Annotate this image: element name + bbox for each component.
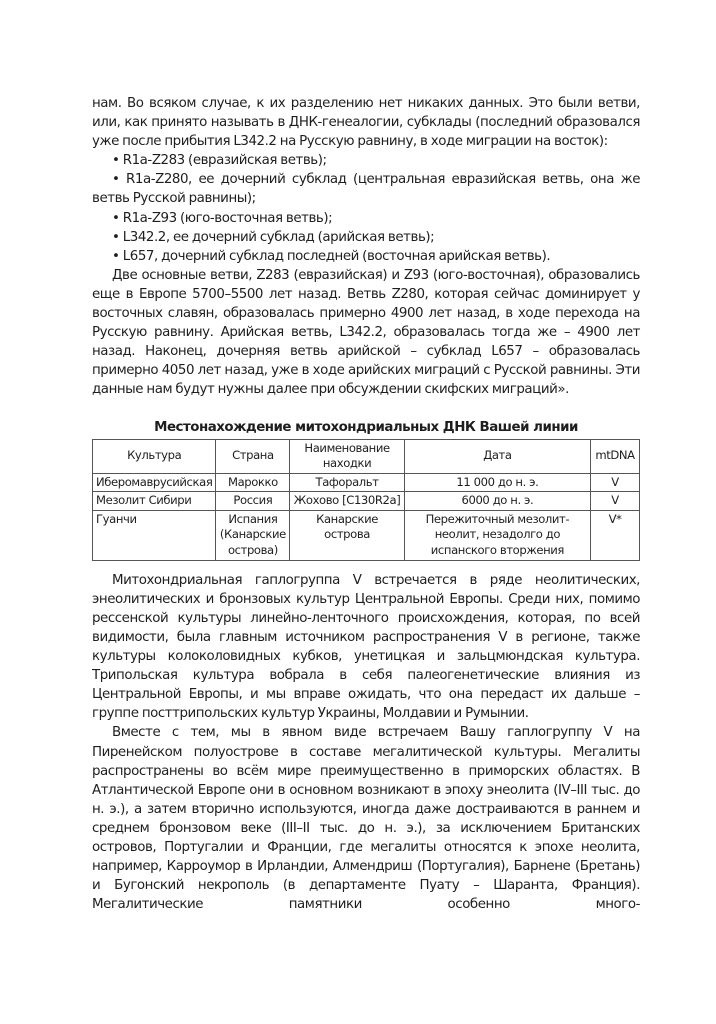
paragraph-intro: нам. Во всяком случае, к их разделению нет никаких данных. Это были ветви, или, как принято называть в ДНК-генеалогии, субклады (последний образовался уже после прибытия L342.2 на Русскую равнину, в ходе миграции на восток): (92, 96, 640, 150)
table-row (93, 510, 640, 560)
cell-mtdna: V* (591, 510, 640, 560)
cell-culture: Гуанчи (93, 510, 216, 560)
bullet-item: • L657, дочерний субклад последней (восточная арийская ветвь). (112, 248, 551, 264)
cell-mtdna: V (591, 492, 640, 511)
mtdna-table (92, 439, 640, 561)
cell-culture: Иберомаврусийская (93, 473, 216, 492)
bullet-item: • R1a-Z283 (евразийская ветвь); (112, 153, 327, 169)
table-row (93, 473, 640, 492)
bullet-item: • R1a-Z280, ее дочерний субклад (центральная евразийская ветвь, она же ветвь Русской равнины); (92, 172, 640, 207)
cell-mtdna: V (591, 473, 640, 492)
table-title: Местонахождение митохондриальных ДНК Вашей линии (154, 419, 578, 435)
table-row (93, 492, 640, 511)
bullet-item: • R1a-Z93 (юго-восточная ветвь); (112, 210, 333, 226)
cell-find-name: Жохово [C130R2a] (290, 492, 404, 511)
column-header-country: Страна (216, 439, 290, 473)
cell-date: 6000 до н. э. (404, 492, 590, 511)
table-header-row (93, 439, 640, 473)
cell-country: Россия (216, 492, 290, 511)
column-header-find-name: Наименование находки (290, 439, 404, 473)
column-header-culture: Культура (93, 439, 216, 473)
paragraph-branches: Две основные ветви, Z283 (евразийская) и Z93 (юго-восточная), образовались еще в Европе 5700–5500 лет назад. Ветвь Z280, которая сейчас доминирует у восточных славян, образовалась примерно 4900 лет назад, в ходе перехода на Русскую равнину. Арийская ветвь, L342.2, образовалась тогда же – 4900 лет назад. Наконец, дочерняя ветвь арийской – субклад L657 – образовалась примерно 4050 лет назад, уже в ходе арийских миграций с Русской равнины. Эти данные нам будут нужны далее при обсуждении скифских миграций». (92, 267, 640, 398)
cell-culture: Мезолит Сибири (93, 492, 216, 511)
paragraph-haplogroup: Митохондриальная гаплогруппа V встречается в ряде неолитических, энеолитических и бронзовых культур Центральной Европы. Среди них, помимо рессенской культуры линейно-ленточного происхождения, которая, по всей видимости, была главным источником распространения V в регионе, также культуры колоколовидных кубков, унетицкая и зальцмюндская культура. Трипольская культура вобрала в себя палеогенетические влияния из Центральной Европы, и мы вправе ожидать, что она передаст их дальше – группе посттрипольских культур Украины, Молдавии и Румынии. (92, 572, 640, 722)
document-page (92, 94, 640, 914)
cell-country: Испания (Канарские острова) (216, 510, 290, 560)
cell-date: Пережиточный мезолит-неолит, незадолго до испанского вторжения (404, 510, 590, 560)
cell-country: Марокко (216, 473, 290, 492)
column-header-mtdna: mtDNA (591, 439, 640, 473)
column-header-date: Дата (404, 439, 590, 473)
cell-find-name: Канарские острова (290, 510, 404, 560)
bullet-item: • L342.2, ее дочерний субклад (арийская ветвь); (112, 229, 435, 245)
cell-find-name: Тафоральт (290, 473, 404, 492)
paragraph-megalith: Вместе с тем, мы в явном виде встречаем Вашу гаплогруппу V на Пиренейском полуострове в составе мегалитической культуры. Мегалиты распространены во всём мире преимущественно в приморских областях. В Атлантической Европе они в основном возникают в эпоху энеолита (IV–III тыс. до н. э.), а затем вторично используются, иногда даже достраиваются в раннем и среднем бронзовом веке (III–II тыс. до н. э.), за исключением Британских островов, Португалии и Франции, где мегалиты относятся к эпохе неолита, например, Карроумор в Ирландии, Алмендриш (Португалия), Барнене (Бретань) и Бугонский некрополь (в департаменте Пуату – Шаранта, Франция). Мегалитические памятники особенно много- (92, 725, 640, 913)
cell-date: 11 000 до н. э. (404, 473, 590, 492)
